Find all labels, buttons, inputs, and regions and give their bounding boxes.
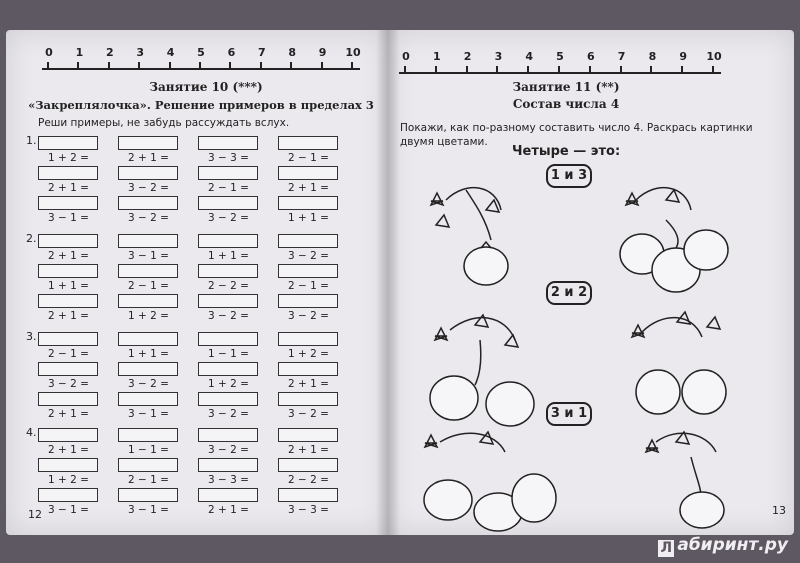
equation: 2 + 1 = xyxy=(208,504,249,516)
answer-box[interactable] xyxy=(118,136,178,150)
pill-3-and-1: 3 и 1 xyxy=(546,402,592,426)
number-line-label: 8 xyxy=(288,46,297,59)
number-line-right xyxy=(399,50,721,80)
answer-box[interactable] xyxy=(198,294,258,308)
tomato-illustration-6 xyxy=(636,422,746,532)
equation: 3 − 1 = xyxy=(48,212,89,224)
lesson-11-title: Занятие 11 (**) xyxy=(512,80,620,94)
equation: 2 + 1 = xyxy=(48,250,89,262)
number-line-tick xyxy=(290,62,292,70)
equation: 1 + 2 = xyxy=(208,378,249,390)
number-line-tick xyxy=(650,66,652,74)
answer-box[interactable] xyxy=(278,488,338,502)
book-gutter xyxy=(376,30,400,535)
equation: 3 − 3 = xyxy=(288,504,329,516)
answer-box[interactable] xyxy=(38,166,98,180)
equation: 3 − 2 = xyxy=(128,182,169,194)
number-line-tick xyxy=(435,66,437,74)
answer-box[interactable] xyxy=(198,428,258,442)
answer-box[interactable] xyxy=(278,332,338,346)
answer-box[interactable] xyxy=(38,392,98,406)
equation: 3 − 2 = xyxy=(288,310,329,322)
book-spread xyxy=(6,30,794,535)
exercise-group-label: 4. xyxy=(26,426,37,439)
answer-box[interactable] xyxy=(198,362,258,376)
number-line-label: 9 xyxy=(679,50,688,63)
lesson-10-subtitle: «Закреплялочка». Решение примеров в пределах 3 xyxy=(28,98,374,112)
number-line-tick xyxy=(351,62,353,70)
watermark-logo-letter: Л xyxy=(658,540,674,557)
equation: 3 − 3 = xyxy=(208,152,249,164)
number-line-tick xyxy=(712,66,714,74)
tomato-illustration-3 xyxy=(420,300,550,430)
number-line-tick xyxy=(199,62,201,70)
answer-box[interactable] xyxy=(38,264,98,278)
number-line-tick xyxy=(77,62,79,70)
equation: 3 − 2 = xyxy=(288,408,329,420)
number-line-label: 3 xyxy=(136,46,145,59)
answer-box[interactable] xyxy=(38,136,98,150)
number-line-label: 5 xyxy=(197,46,205,59)
number-line-label: 2 xyxy=(463,50,472,63)
number-line-tick xyxy=(496,66,498,74)
equation: 2 − 1 = xyxy=(288,152,329,164)
number-line-tick xyxy=(108,62,110,70)
answer-box[interactable] xyxy=(118,234,178,248)
equation: 3 − 2 = xyxy=(208,444,249,456)
number-line-label: 10 xyxy=(706,50,722,63)
equation: 2 + 1 = xyxy=(288,378,329,390)
equation: 3 − 2 = xyxy=(208,310,249,322)
answer-box[interactable] xyxy=(278,458,338,472)
number-line-tick xyxy=(466,66,468,74)
equation: 1 + 2 = xyxy=(48,474,89,486)
labirint-watermark xyxy=(658,535,788,557)
number-line-label: 3 xyxy=(494,50,503,63)
equation: 3 − 1 = xyxy=(128,504,169,516)
equation: 2 + 1 = xyxy=(288,444,329,456)
equation: 2 + 1 = xyxy=(48,182,89,194)
answer-box[interactable] xyxy=(278,362,338,376)
answer-box[interactable] xyxy=(38,458,98,472)
number-line-label: 0 xyxy=(45,46,53,59)
number-line-tick xyxy=(321,62,323,70)
lesson-11-instruction: Покажи, как по-разному составить число 4. Раскрась картинки двумя цветами. xyxy=(400,122,753,148)
number-line-label: 1 xyxy=(75,46,84,59)
lesson-10-instruction: Реши примеры, не забудь рассуждать вслух. xyxy=(38,117,290,129)
answer-box[interactable] xyxy=(278,196,338,210)
equation: 3 − 1 = xyxy=(128,408,169,420)
number-line-tick xyxy=(589,66,591,74)
answer-box[interactable] xyxy=(198,234,258,248)
number-line-label: 1 xyxy=(432,50,441,63)
answer-box[interactable] xyxy=(278,294,338,308)
number-line-label: 5 xyxy=(556,50,564,63)
four-is-heading: Четыре — это: xyxy=(512,144,621,159)
equation: 1 + 2 = xyxy=(48,152,89,164)
equation: 1 − 1 = xyxy=(208,348,249,360)
equation: 3 − 2 = xyxy=(208,212,249,224)
number-line-tick xyxy=(620,66,622,74)
equation: 3 − 2 = xyxy=(48,378,89,390)
exercise-group-label: 1. xyxy=(26,134,37,147)
answer-box[interactable] xyxy=(198,136,258,150)
number-line-axis xyxy=(399,72,721,74)
equation: 2 + 1 = xyxy=(288,182,329,194)
equation: 2 − 1 = xyxy=(128,474,169,486)
number-line-tick xyxy=(229,62,231,70)
answer-box[interactable] xyxy=(278,392,338,406)
answer-box[interactable] xyxy=(118,332,178,346)
answer-box[interactable] xyxy=(38,428,98,442)
answer-box[interactable] xyxy=(198,488,258,502)
watermark-text: абиринт.ру xyxy=(677,535,788,555)
answer-box[interactable] xyxy=(118,488,178,502)
exercise-group-label: 2. xyxy=(26,232,37,245)
equation: 1 + 1 = xyxy=(48,280,89,292)
number-line-label: 7 xyxy=(257,46,266,59)
answer-box[interactable] xyxy=(198,458,258,472)
equation: 2 − 1 = xyxy=(288,280,329,292)
equation: 2 + 1 = xyxy=(48,408,89,420)
number-line-tick xyxy=(404,66,406,74)
answer-box[interactable] xyxy=(278,166,338,180)
equation: 2 + 1 = xyxy=(128,152,169,164)
answer-box[interactable] xyxy=(38,488,98,502)
number-line-label: 6 xyxy=(586,50,595,63)
number-line-label: 8 xyxy=(648,50,657,63)
number-line-label: 10 xyxy=(345,46,361,59)
equation: 3 − 2 = xyxy=(288,250,329,262)
tomato-illustration-2 xyxy=(606,170,736,300)
answer-box[interactable] xyxy=(118,264,178,278)
answer-box[interactable] xyxy=(198,264,258,278)
equation: 1 − 1 = xyxy=(128,444,169,456)
equation: 2 − 1 = xyxy=(128,280,169,292)
answer-box[interactable] xyxy=(198,332,258,346)
answer-box[interactable] xyxy=(38,332,98,346)
answer-box[interactable] xyxy=(118,392,178,406)
pill-1-and-3: 1 и 3 xyxy=(546,164,592,188)
tomato-illustration-4 xyxy=(622,292,742,422)
answer-box[interactable] xyxy=(118,458,178,472)
equation: 2 − 2 = xyxy=(208,280,249,292)
equation: 2 − 1 = xyxy=(48,348,89,360)
exercise-group-label: 3. xyxy=(26,330,37,343)
answer-box[interactable] xyxy=(38,294,98,308)
lesson-11-subtitle: Состав числа 4 xyxy=(512,97,620,111)
answer-box[interactable] xyxy=(278,234,338,248)
number-line-label: 7 xyxy=(617,50,626,63)
number-line-label: 0 xyxy=(402,50,410,63)
equation: 2 − 1 = xyxy=(208,182,249,194)
answer-box[interactable] xyxy=(278,428,338,442)
number-line-tick xyxy=(47,62,49,70)
number-line-label: 2 xyxy=(105,46,114,59)
number-line-tick xyxy=(681,66,683,74)
answer-box[interactable] xyxy=(118,196,178,210)
answer-box[interactable] xyxy=(278,264,338,278)
equation: 3 − 3 = xyxy=(208,474,249,486)
number-line-axis xyxy=(42,68,360,70)
tomato-illustration-1 xyxy=(406,170,526,290)
answer-box[interactable] xyxy=(198,392,258,406)
page-number-right: 13 xyxy=(772,504,786,517)
equation: 1 + 1 = xyxy=(128,348,169,360)
equation: 3 − 1 = xyxy=(128,250,169,262)
answer-box[interactable] xyxy=(118,362,178,376)
number-line-tick xyxy=(260,62,262,70)
number-line-label: 9 xyxy=(318,46,327,59)
equation: 2 + 1 = xyxy=(48,444,89,456)
answer-box[interactable] xyxy=(38,362,98,376)
answer-box[interactable] xyxy=(198,196,258,210)
number-line-label: 6 xyxy=(227,46,236,59)
answer-box[interactable] xyxy=(38,234,98,248)
number-line-left xyxy=(42,46,360,76)
equation: 1 + 2 = xyxy=(288,348,329,360)
tomato-illustration-5 xyxy=(410,422,560,532)
page-number-left: 12 xyxy=(28,508,42,521)
number-line-tick xyxy=(527,66,529,74)
answer-box[interactable] xyxy=(278,136,338,150)
equation: 1 + 1 = xyxy=(208,250,249,262)
answer-box[interactable] xyxy=(198,166,258,180)
equation: 3 − 2 = xyxy=(128,378,169,390)
equation: 2 + 1 = xyxy=(48,310,89,322)
equation: 3 − 1 = xyxy=(48,504,89,516)
number-line-tick xyxy=(138,62,140,70)
number-line-label: 4 xyxy=(166,46,175,59)
equation: 3 − 2 = xyxy=(128,212,169,224)
equation: 2 − 2 = xyxy=(288,474,329,486)
equation: 3 − 2 = xyxy=(208,408,249,420)
equation: 1 + 1 = xyxy=(288,212,329,224)
equation: 1 + 2 = xyxy=(128,310,169,322)
lesson-10-title: Занятие 10 (***) xyxy=(149,80,263,94)
pill-2-and-2: 2 и 2 xyxy=(546,281,592,305)
answer-box[interactable] xyxy=(118,166,178,180)
answer-box[interactable] xyxy=(38,196,98,210)
answer-box[interactable] xyxy=(118,428,178,442)
number-line-tick xyxy=(169,62,171,70)
number-line-tick xyxy=(558,66,560,74)
number-line-label: 4 xyxy=(525,50,534,63)
answer-box[interactable] xyxy=(118,294,178,308)
